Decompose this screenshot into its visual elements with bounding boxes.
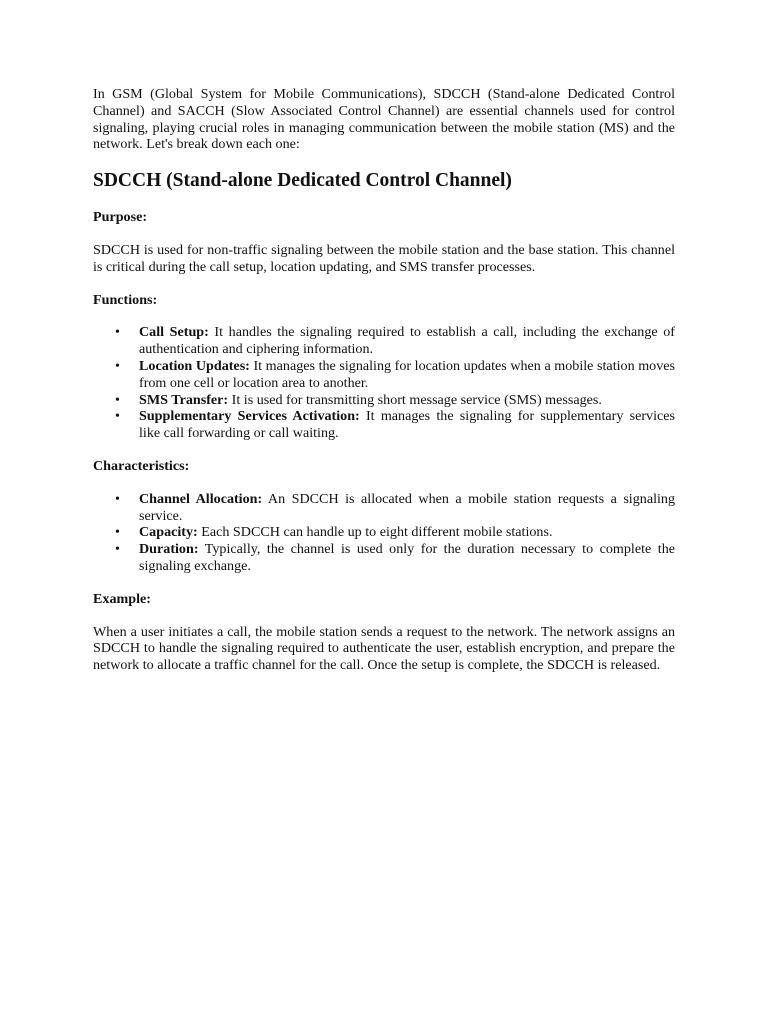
bullet-icon: •	[115, 408, 120, 425]
bullet-icon: •	[115, 324, 120, 341]
list-item-term: Duration:	[139, 541, 199, 558]
list-item-term: SMS Transfer:	[139, 391, 229, 408]
list-item	[93, 524, 675, 541]
intro-paragraph: In GSM (Global System for Mobile Communications), SDCCH (Stand-alone Dedicated Control Channel) and SACCH (Slow Associated Control Channel) are essential channels used for control signaling, playing crucial roles in managing communication between the mobile station (MS) and the network. Let's break down each one:	[93, 86, 675, 153]
list-item-term: Location Updates:	[139, 357, 250, 374]
example-paragraph: When a user initiates a call, the mobile station sends a request to the network. The network assigns an SDCCH to handle the signaling required to authenticate the user, establish encryption, and prepare the network to allocate a traffic channel for the call. Once the setup is complete, the SDCCH is released.	[93, 623, 675, 674]
list-item-term: Capacity:	[139, 524, 198, 541]
functions-title: Functions:	[93, 291, 158, 308]
document-page	[93, 86, 675, 690]
list-item-text: Typically, the channel is used only for the duration necessary to complete the signaling exchange.	[139, 541, 675, 574]
characteristics-title: Characteristics:	[93, 457, 190, 474]
characteristics-list	[93, 491, 675, 575]
list-item	[93, 324, 675, 358]
list-item-text: It is used for transmitting short message service (SMS) messages.	[228, 391, 602, 408]
list-item-text: It manages the signaling for location updates when a mobile station moves from one cell or location area to another.	[139, 357, 676, 391]
list-item-text: It handles the signaling required to establish a call, including the exchange of authentication and ciphering information.	[139, 324, 675, 358]
bullet-icon: •	[115, 357, 120, 374]
list-item	[93, 392, 675, 409]
list-item-term: Channel Allocation:	[139, 490, 263, 507]
functions-list	[93, 324, 675, 442]
list-item	[93, 358, 675, 392]
list-item-text: An SDCCH is allocated when a mobile station requests a signaling service.	[139, 490, 675, 524]
bullet-icon: •	[115, 391, 120, 408]
example-title: Example:	[93, 590, 151, 607]
section-heading: SDCCH (Stand-alone Dedicated Control Channel)	[93, 170, 512, 192]
purpose-title: Purpose:	[93, 209, 148, 226]
list-item-text: Each SDCCH can handle up to eight different mobile stations.	[197, 524, 553, 541]
list-item-term: Supplementary Services Activation:	[139, 408, 360, 425]
purpose-paragraph: SDCCH is used for non-traffic signaling between the mobile station and the base station. This channel is critical during the call setup, location updating, and SMS transfer processes.	[93, 241, 675, 275]
list-item	[93, 408, 675, 442]
bullet-icon: •	[115, 524, 120, 541]
list-item-term: Call Setup:	[139, 324, 209, 341]
list-item	[93, 541, 675, 575]
list-item-text: It manages the signaling for supplementary services like call forwarding or call waiting.	[139, 408, 675, 442]
list-item	[93, 491, 675, 525]
bullet-icon: •	[115, 490, 120, 507]
bullet-icon: •	[115, 541, 120, 558]
